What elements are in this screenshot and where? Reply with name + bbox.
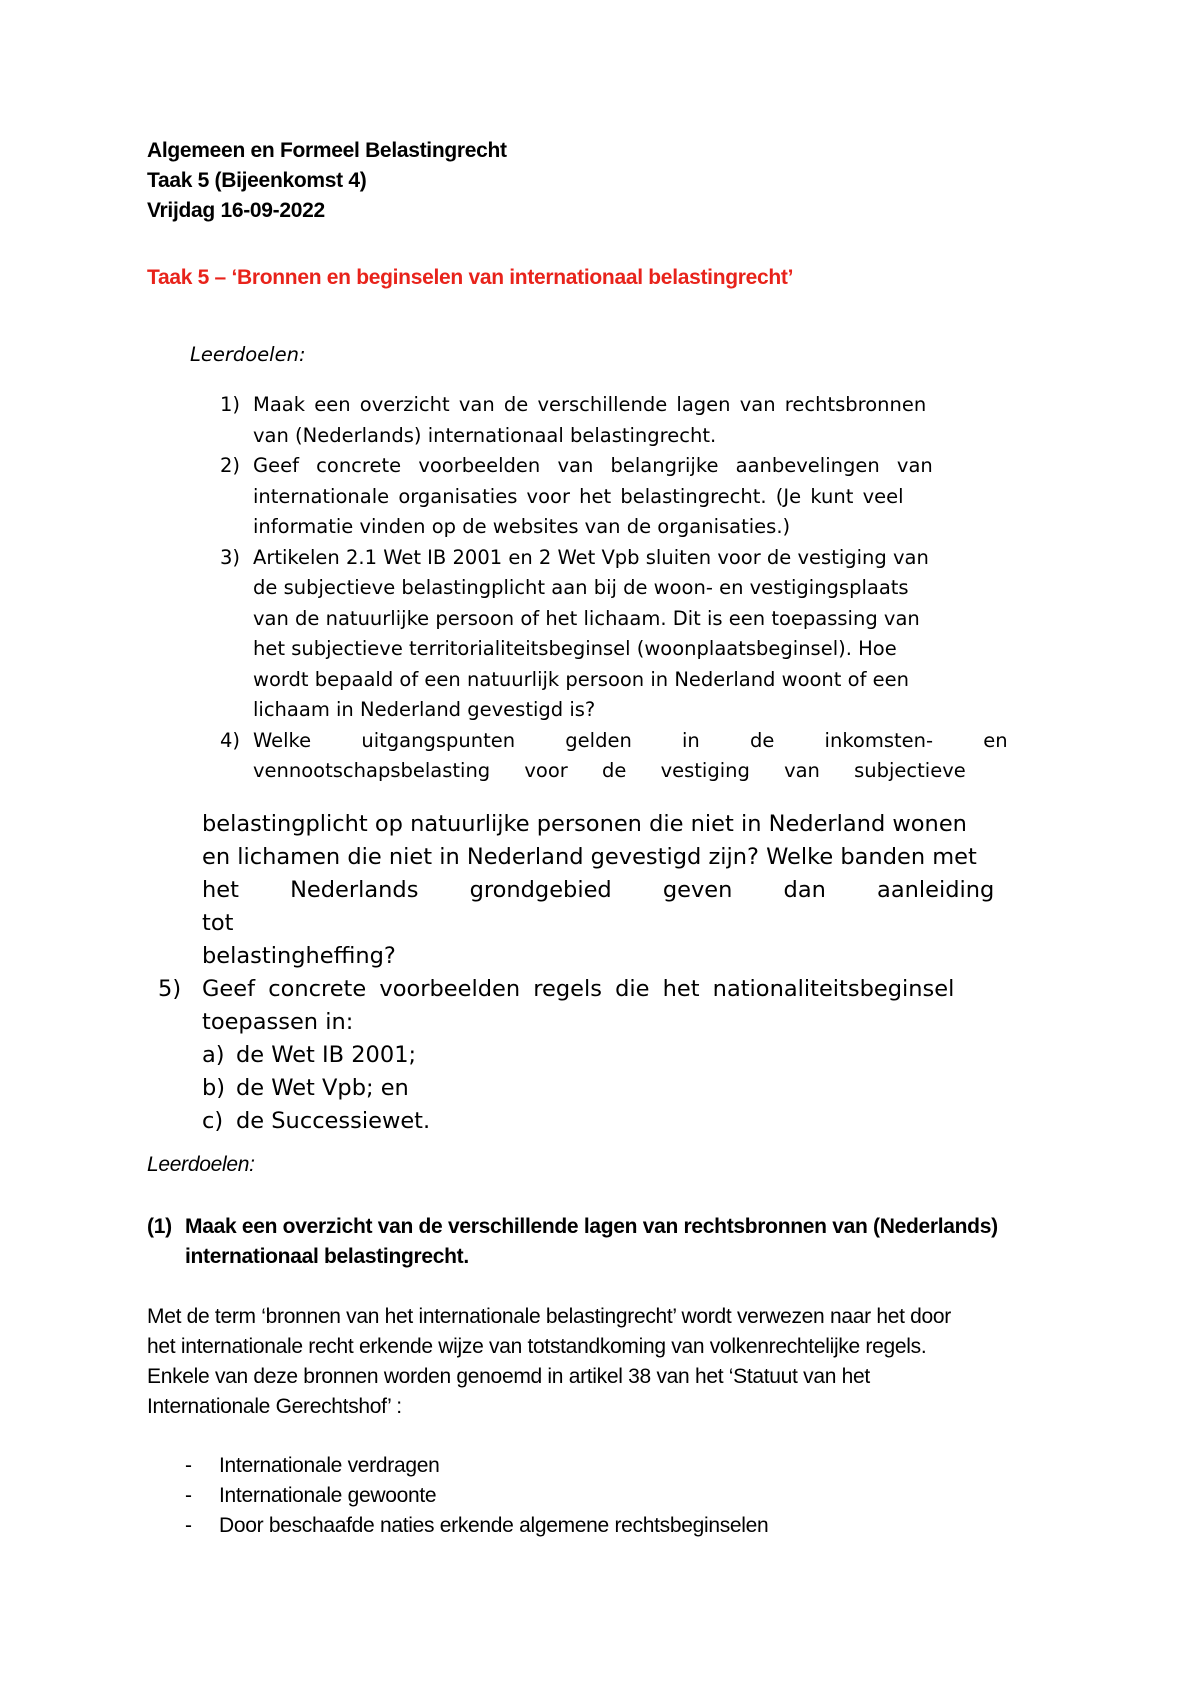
- continuation-line: het Nederlands grondgebied geven dan aanleiding tot: [202, 877, 995, 936]
- bullet-item: [147, 1451, 1067, 1481]
- task-title: Taak 5 – ‘Bronnen en beginselen van internationaal belastingrecht’: [147, 266, 794, 289]
- question-5-line: toepassen in:: [202, 1009, 354, 1035]
- document-header: [147, 136, 507, 226]
- sub-item-text: de Wet IB 2001;: [236, 1042, 417, 1068]
- bullet-text: Internationale gewoonte: [219, 1484, 437, 1507]
- bullet-text: Internationale verdragen: [219, 1454, 440, 1477]
- objective-line: Welke uitgangspunten gelden in de inkomsten- en: [253, 728, 1008, 752]
- sub-item-text: de Successiewet.: [236, 1108, 431, 1134]
- sub-item: [158, 1072, 1028, 1105]
- objective-item: [190, 543, 1010, 726]
- objective-line: Maak een overzicht van de verschillende lagen van rechtsbronnen: [253, 393, 927, 416]
- bullet-text: Door beschaafde naties erkende algemene rechtsbeginselen: [219, 1514, 769, 1537]
- objective-line: vennootschapsbelasting voor de vestiging van subjectieve: [253, 759, 966, 782]
- item-number: 4): [220, 728, 241, 752]
- objective-line: wordt bepaald of een natuurlijk persoon in Nederland woont of een: [253, 667, 909, 691]
- objective-item: [190, 390, 1010, 451]
- sub-item: [158, 1105, 1028, 1138]
- paragraph-line: Enkele van deze bronnen worden genoemd in artikel 38 van het ‘Statuut van het: [147, 1365, 870, 1388]
- question-5: [158, 973, 1028, 1039]
- objective-line: van de natuurlijke persoon of het lichaam. Dit is een toepassing van: [253, 606, 920, 630]
- objective-line: van (Nederlands) internationaal belastingrecht.: [253, 423, 717, 447]
- objective-line: de subjectieve belastingplicht aan bij de woon- en vestigingsplaats: [253, 576, 909, 599]
- bullet-marker: -: [185, 1514, 192, 1537]
- paragraph-line: Met de term ‘bronnen van het internationale belastingrecht’ wordt verwezen naar het door: [147, 1305, 951, 1328]
- objectives-label: Leerdoelen:: [190, 343, 306, 366]
- sub-item: [158, 1039, 1028, 1072]
- objective-line: internationale organisaties voor het belastingrecht. (Je kunt veel: [253, 484, 904, 508]
- question-5-line: Geef concrete voorbeelden regels die het nationaliteitsbeginsel: [202, 976, 955, 1002]
- objective-item: [190, 726, 1010, 787]
- question-4-continuation: [158, 808, 1028, 973]
- continuation-line: belastingheffing?: [202, 943, 396, 969]
- heading-number: (1): [147, 1215, 172, 1238]
- item-number: 2): [220, 454, 241, 477]
- section-label: Leerdoelen:: [147, 1153, 255, 1176]
- paragraph-line: het internationale recht erkende wijze van totstandkoming van volkenrechtelijke regels.: [147, 1335, 927, 1358]
- objective-line: het subjectieve territorialiteitsbeginsel (woonplaatsbeginsel). Hoe: [253, 637, 897, 660]
- objective-line: Artikelen 2.1 Wet IB 2001 en 2 Wet Vpb sluiten voor de vestiging van: [253, 545, 929, 569]
- continuation-line: en lichamen die niet in Nederland gevestigd zijn? Welke banden met: [202, 844, 977, 870]
- objectives-image-block: [190, 340, 1010, 787]
- paragraph-line: Internationale Gerechtshof’ :: [147, 1395, 402, 1418]
- item-number: 5): [158, 976, 182, 1002]
- objectives-image-block-2: [158, 808, 1028, 1138]
- objectives-list: [190, 390, 1010, 787]
- objective-item: [190, 451, 1010, 543]
- continuation-line: belastingplicht op natuurlijke personen die niet in Nederland wonen: [202, 811, 967, 837]
- objective-line: lichaam in Nederland gevestigd is?: [253, 698, 596, 721]
- bullet-item: [147, 1511, 1067, 1541]
- sources-bullet-list: [147, 1451, 1067, 1541]
- task-subtitle: Taak 5 (Bijeenkomst 4): [147, 169, 367, 192]
- date-line: Vrijdag 16-09-2022: [147, 199, 325, 222]
- body-paragraph: [147, 1302, 1067, 1422]
- bullet-item: [147, 1481, 1067, 1511]
- bullet-marker: -: [185, 1454, 192, 1477]
- objective-line: Geef concrete voorbeelden van belangrijke aanbevelingen van: [253, 454, 933, 477]
- heading-line: Maak een overzicht van de verschillende lagen van rechtsbronnen van (Nederlands): [185, 1215, 998, 1238]
- item-number: 3): [220, 545, 241, 569]
- sub-item-letter: c): [202, 1108, 224, 1134]
- sub-item-text: de Wet Vpb; en: [236, 1075, 409, 1101]
- bullet-marker: -: [185, 1484, 192, 1507]
- item-number: 1): [220, 393, 241, 416]
- sub-item-letter: b): [202, 1075, 226, 1101]
- heading-line: internationaal belastingrecht.: [185, 1245, 469, 1268]
- objective-line: informatie vinden op de websites van de organisaties.): [253, 515, 791, 538]
- section-heading-q1: [147, 1212, 1067, 1272]
- course-title: Algemeen en Formeel Belastingrecht: [147, 139, 507, 162]
- sub-item-letter: a): [202, 1042, 225, 1068]
